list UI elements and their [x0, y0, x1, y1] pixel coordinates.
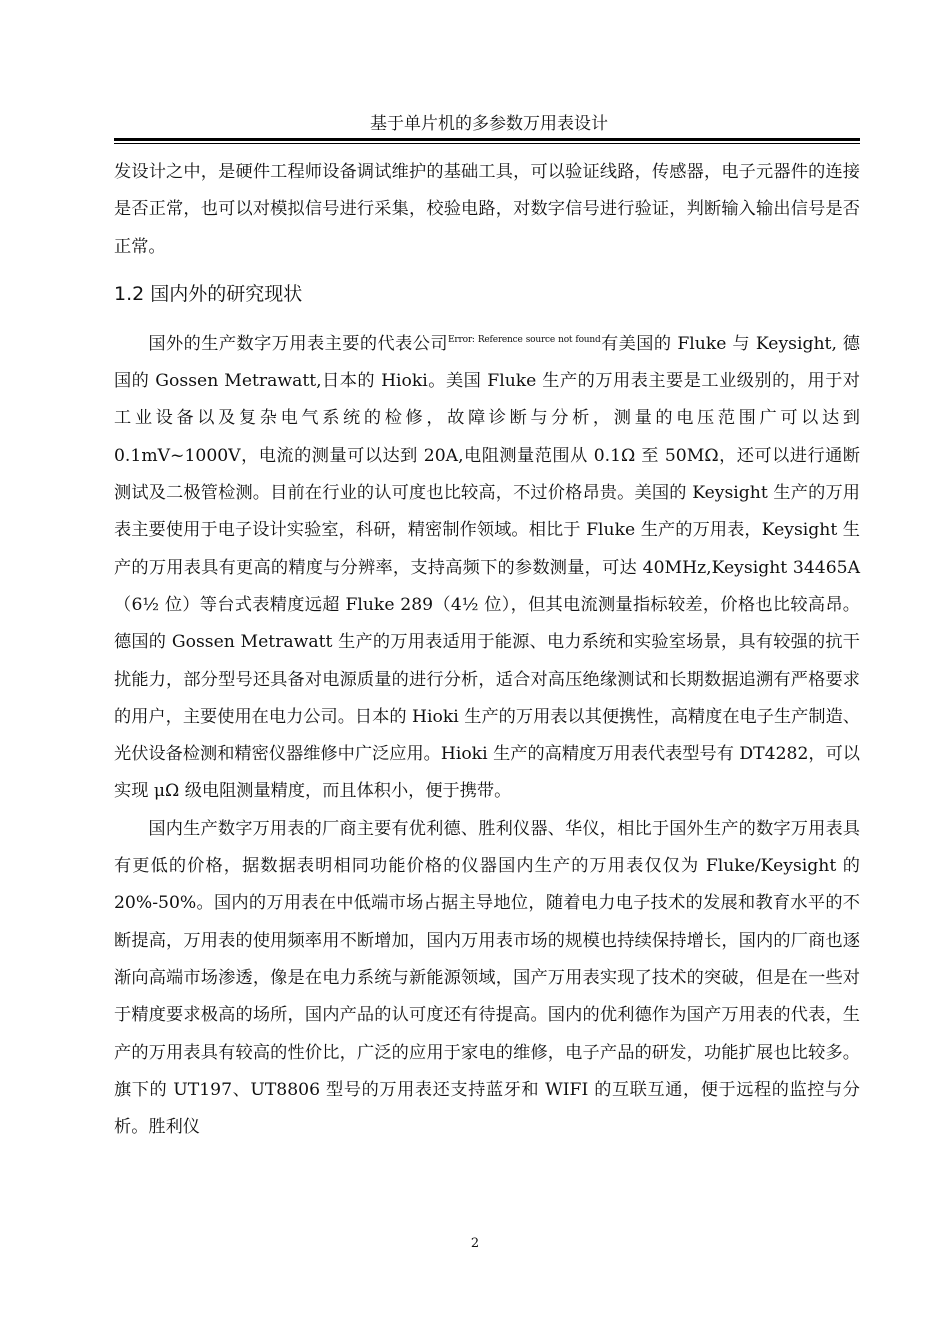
body-text [114, 154, 860, 1146]
page-number: 2 [470, 1236, 480, 1251]
paragraph-foreign-research [114, 326, 860, 811]
section-heading: 1.2 国内外的研究现状 [114, 282, 303, 305]
paragraph-continuation: 发设计之中，是硬件工程师设备调试维护的基础工具，可以验证线路，传感器，电子元器件的连接是否正常，也可以对模拟信号进行采集，校验电路，对数字信号进行验证，判断输入输出信号是否正常。 [114, 162, 860, 257]
running-header: 基于单片机的多参数万用表设计 [370, 114, 608, 134]
citation-error: Error: Reference source not found [448, 334, 601, 345]
header-rule-thick [114, 138, 860, 141]
header-rule-thin [114, 143, 860, 144]
paragraph-foreign-intro: 国外的生产数字万用表主要的代表公司 [148, 333, 449, 354]
paragraph-domestic-research: 国内生产数字万用表的厂商主要有优利德、胜利仪器、华仪，相比于国外生产的数字万用表具有更低的价格，据数据表明相同功能价格的仪器国内生产的万用表仅仅为 Fluke/Keysight 的 20%-50%。国内的万用表在中低端市场占据主导地位，随着电力电子技术的发展和教育水平的不断提高，万用表的使用频率用不断增加，国内万用表市场的规模也持续保持增长，国内的厂商也逐渐向高端市场渗透，像是在电力系统与新能源领域，国产万用表实现了技术的突破，但是在一些对于精度要求极高的场所，国内产品的认可度还有待提高。国内的优利德作为国产万用表的代表，生产的万用表具有较高的性价比，广泛的应用于家电的维修，电子产品的研发，功能扩展也比较多。旗下的 UT197、UT8806 型号的万用表还支持蓝牙和 WIFI 的互联互通，便于远程的监控与分析。胜利仪 [114, 818, 860, 1138]
paragraph-foreign-body: 有美国的 Fluke 与 Keysight, 德国的 Gossen Metrawatt,日本的 Hioki。美国 Fluke 生产的万用表主要是工业级别的，用于对工业设备以及复杂电气系统的检修，故障诊断与分析，测量的电压范围广可以达到 0.1mV~1000V，电流的测量可以达到 20A,电阻测量范围从 0.1Ω 至 50MΩ，还可以进行通断测试及二极管检测。目前在行业的认可度也比较高，不过价格昂贵。美国的 Keysight 生产的万用表主要使用于电子设计实验室，科研，精密制作领域。相比于 Fluke 生产的万用表，Keysight 生产的万用表具有更高的精度与分辨率，支持高频下的参数测量，可达 40MHz,Keysight 34465A（6½ 位）等台式表精度远超 Fluke 289（4½ 位），但其电流测量指标较差，价格也比较高昂。德国的 Gossen Metrawatt 生产的万用表适用于能源、电力系统和实验室场景，具有较强的抗干扰能力，部分型号还具备对电源质量的进行分析，适合对高压绝缘测试和长期数据追溯有严格要求的用户，主要使用在电力公司。日本的 Hioki 生产的万用表以其便携性，高精度在电子生产制造、光伏设备检测和精密仪器维修中广泛应用。Hioki 生产的高精度万用表代表型号有 DT4282，可以实现 μΩ 级电阻测量精度，而且体积小，便于携带。 [114, 333, 860, 802]
